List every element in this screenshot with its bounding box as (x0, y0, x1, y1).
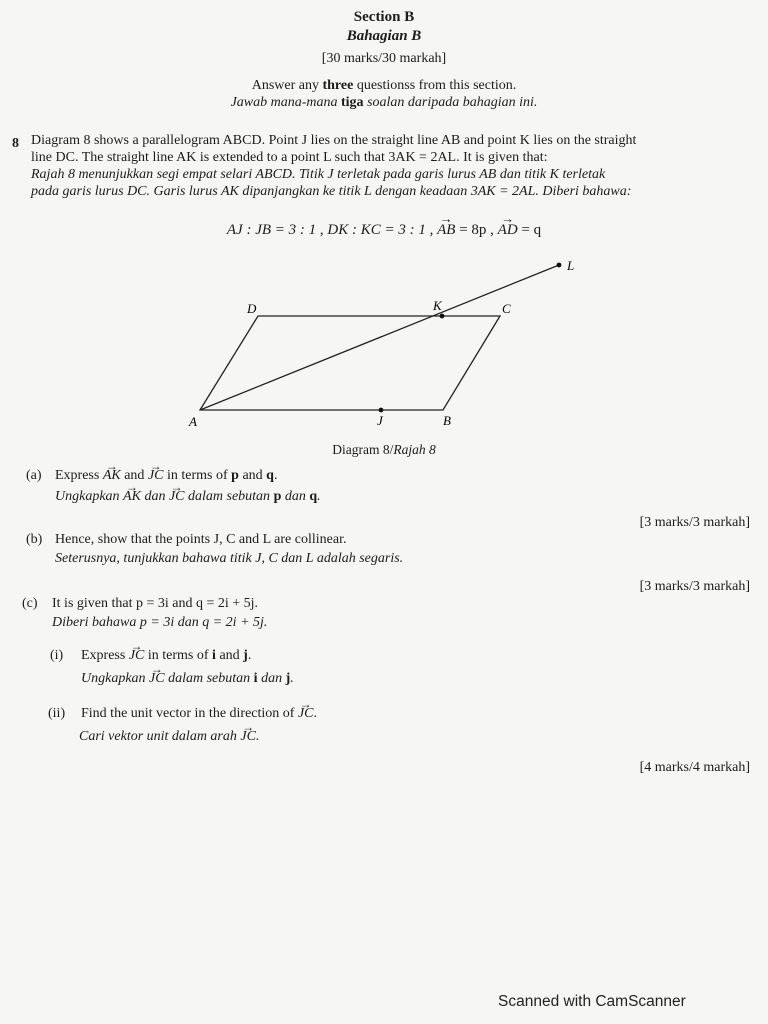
part-c-ii-text: Find the unit vector in the direction of → JC. (81, 706, 317, 722)
point-j (379, 408, 384, 413)
label-k: K (433, 298, 442, 313)
part-c-marks: [4 marks/4 markah] (639, 760, 750, 775)
part-a-text: Express → AK and → JC in terms of p and q. (55, 468, 277, 484)
part-b-marks: [3 marks/3 markah] (639, 579, 750, 594)
label-b: B (443, 413, 451, 428)
part-c-text: It is given that p = 3i and q = 2i + 5j. (52, 596, 259, 611)
part-c-label: (c) (22, 596, 38, 611)
part-c-i-label: (i) (50, 648, 64, 663)
question-text-ms-1: Rajah 8 menunjukkan segi empat selari ABCD. Titik J terletak pada garis lurus AB dan titik K terletak (31, 167, 606, 182)
question-number: 8 (12, 136, 19, 151)
label-c: C (502, 301, 511, 316)
part-c-text-ms: Diberi bahawa p = 3i dan q = 2i + 5j. (52, 615, 268, 630)
line-al (200, 265, 559, 410)
section-marks: [30 marks/30 markah] (321, 51, 447, 66)
given-ratios: AJ : JB = 3 : 1 , DK : KC = 3 : 1 , → AB = 8p , → AD = q (0, 222, 768, 239)
label-l: L (567, 258, 575, 273)
part-a-text-ms: Ungkapkan → AK dan → JC dalam sebutan p dan q. (55, 489, 321, 505)
part-a-label: (a) (26, 468, 42, 483)
question-text-en-2: line DC. The straight line AK is extended to a point L such that 3AK = 2AL. It is given that: (31, 150, 548, 165)
label-a: A (189, 414, 197, 429)
point-k (440, 314, 445, 319)
section-title-ms: Bahagian B (346, 28, 422, 44)
parallelogram-abcd (200, 316, 500, 410)
part-c-i-text-ms: Ungkapkan → JC dalam sebutan i dan j. (81, 671, 294, 687)
question-text-ms-2: pada garis lurus DC. Garis lurus AK dipanjangkan ke titik L dengan keadaan 3AK = 2AL. Diberi bahawa: (31, 184, 632, 199)
point-l (557, 263, 562, 268)
label-j: J (377, 413, 383, 428)
question-text-en-1: Diagram 8 shows a parallelogram ABCD. Point J lies on the straight line AB and point K lies on the straight (31, 133, 637, 148)
label-d: D (247, 301, 257, 316)
part-b-text-ms: Seterusnya, tunjukkan bahawa titik J, C dan L adalah segaris. (55, 551, 404, 566)
part-a-marks: [3 marks/3 markah] (639, 515, 750, 530)
part-b-text: Hence, show that the points J, C and L are collinear. (55, 532, 347, 547)
section-title: Section B (353, 9, 415, 25)
part-c-ii-label: (ii) (48, 706, 66, 721)
part-b-label: (b) (26, 532, 43, 547)
part-c-i-text: Express → JC in terms of i and j. (81, 648, 251, 664)
part-c-ii-text-ms: Cari vektor unit dalam arah → JC. (79, 729, 259, 745)
instructions-ms: Jawab mana-mana tiga soalan daripada bahagian ini. (230, 95, 538, 110)
camscanner-watermark: Scanned with CamScanner (498, 993, 686, 1010)
instructions: Answer any three questionss from this section. (251, 78, 517, 93)
parallelogram-diagram (0, 0, 768, 470)
diagram-caption: Diagram 8/Rajah 8 (332, 442, 436, 457)
